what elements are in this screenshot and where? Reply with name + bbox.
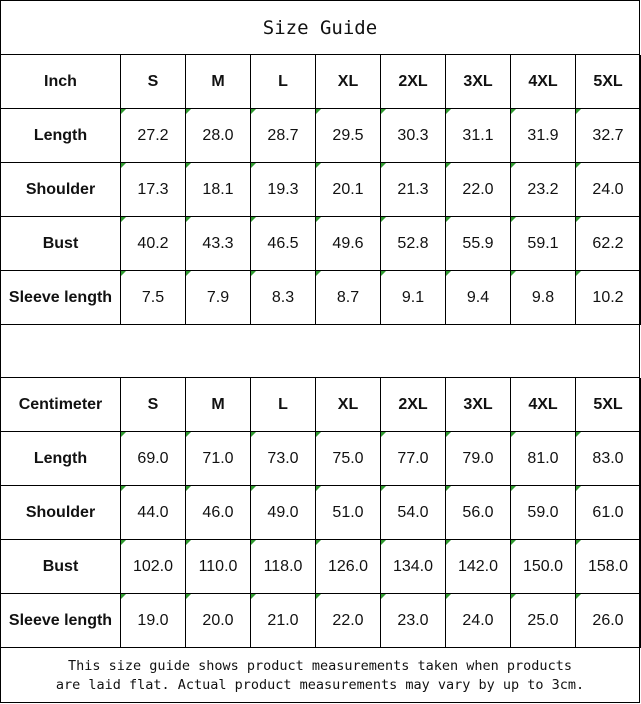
size-column-header: 2XL: [381, 378, 446, 432]
table-row: [1, 109, 641, 163]
size-column-header: L: [251, 55, 316, 109]
measurement-value: 30.3: [381, 109, 446, 163]
size-column-header: 3XL: [446, 55, 511, 109]
measurement-label: Bust: [1, 217, 121, 271]
measurement-label: Shoulder: [1, 163, 121, 217]
size-column-header: 2XL: [381, 55, 446, 109]
measurement-value: 62.2: [576, 217, 641, 271]
measurement-value: 19.3: [251, 163, 316, 217]
measurement-value: 10.2: [576, 271, 641, 325]
size-column-header: XL: [316, 378, 381, 432]
measurement-value: 69.0: [121, 432, 186, 486]
measurement-value: 24.0: [576, 163, 641, 217]
table-row: [1, 594, 641, 648]
measurement-value: 75.0: [316, 432, 381, 486]
size-header-row: [1, 378, 641, 432]
table-row: [1, 271, 641, 325]
measurement-value: 22.0: [316, 594, 381, 648]
measurement-value: 83.0: [576, 432, 641, 486]
measurement-note-line-2: are laid flat. Actual product measurements may vary by up to 3cm.: [55, 676, 585, 693]
measurement-value: 23.0: [381, 594, 446, 648]
measurement-value: 46.0: [186, 486, 251, 540]
table-row: [1, 540, 641, 594]
measurement-value: 81.0: [511, 432, 576, 486]
table-row: [1, 486, 641, 540]
measurement-value: 17.3: [121, 163, 186, 217]
measurement-value: 51.0: [316, 486, 381, 540]
table-row: [1, 432, 641, 486]
measurement-value: 54.0: [381, 486, 446, 540]
measurement-value: 79.0: [446, 432, 511, 486]
measurement-label: Sleeve length: [1, 271, 121, 325]
measurement-value: 59.0: [511, 486, 576, 540]
measurement-value: 134.0: [381, 540, 446, 594]
measurement-value: 52.8: [381, 217, 446, 271]
measurement-value: 26.0: [576, 594, 641, 648]
measurement-value: 142.0: [446, 540, 511, 594]
size-column-header: 4XL: [511, 55, 576, 109]
measurement-value: 118.0: [251, 540, 316, 594]
size-column-header: 3XL: [446, 378, 511, 432]
inch-size-table: [0, 55, 641, 325]
size-column-header: 5XL: [576, 378, 641, 432]
measurement-value: 8.3: [251, 271, 316, 325]
measurement-value: 23.2: [511, 163, 576, 217]
measurement-value: 9.4: [446, 271, 511, 325]
measurement-value: 44.0: [121, 486, 186, 540]
measurement-value: 40.2: [121, 217, 186, 271]
measurement-value: 31.9: [511, 109, 576, 163]
measurement-value: 18.1: [186, 163, 251, 217]
measurement-value: 73.0: [251, 432, 316, 486]
size-column-header: M: [186, 55, 251, 109]
measurement-value: 61.0: [576, 486, 641, 540]
size-column-header: XL: [316, 55, 381, 109]
measurement-label: Bust: [1, 540, 121, 594]
unit-label: Inch: [1, 55, 121, 109]
size-column-header: 5XL: [576, 55, 641, 109]
table-spacer: [1, 325, 639, 378]
size-header-row: [1, 55, 641, 109]
table-row: [1, 217, 641, 271]
measurement-label: Shoulder: [1, 486, 121, 540]
size-column-header: S: [121, 55, 186, 109]
measurement-value: 29.5: [316, 109, 381, 163]
measurement-value: 9.8: [511, 271, 576, 325]
measurement-value: 150.0: [511, 540, 576, 594]
measurement-value: 71.0: [186, 432, 251, 486]
measurement-value: 102.0: [121, 540, 186, 594]
size-column-header: M: [186, 378, 251, 432]
measurement-note: [1, 648, 639, 703]
measurement-value: 59.1: [511, 217, 576, 271]
measurement-value: 28.7: [251, 109, 316, 163]
measurement-value: 22.0: [446, 163, 511, 217]
measurement-value: 49.6: [316, 217, 381, 271]
measurement-value: 21.0: [251, 594, 316, 648]
measurement-value: 126.0: [316, 540, 381, 594]
measurement-label: Length: [1, 432, 121, 486]
unit-label: Centimeter: [1, 378, 121, 432]
measurement-value: 31.1: [446, 109, 511, 163]
measurement-value: 55.9: [446, 217, 511, 271]
measurement-value: 49.0: [251, 486, 316, 540]
measurement-value: 20.1: [316, 163, 381, 217]
measurement-value: 46.5: [251, 217, 316, 271]
measurement-label: Length: [1, 109, 121, 163]
size-column-header: S: [121, 378, 186, 432]
measurement-value: 19.0: [121, 594, 186, 648]
measurement-value: 7.9: [186, 271, 251, 325]
size-column-header: L: [251, 378, 316, 432]
measurement-value: 110.0: [186, 540, 251, 594]
table-row: [1, 163, 641, 217]
measurement-value: 43.3: [186, 217, 251, 271]
measurement-value: 158.0: [576, 540, 641, 594]
measurement-value: 56.0: [446, 486, 511, 540]
measurement-value: 9.1: [381, 271, 446, 325]
measurement-note-line-1: This size guide shows product measurements taken when products: [68, 657, 572, 674]
measurement-value: 25.0: [511, 594, 576, 648]
centimeter-size-table: [0, 378, 641, 648]
measurement-value: 20.0: [186, 594, 251, 648]
page-title: Size Guide: [1, 1, 639, 55]
measurement-value: 77.0: [381, 432, 446, 486]
measurement-value: 32.7: [576, 109, 641, 163]
measurement-value: 28.0: [186, 109, 251, 163]
measurement-value: 21.3: [381, 163, 446, 217]
measurement-value: 7.5: [121, 271, 186, 325]
measurement-value: 27.2: [121, 109, 186, 163]
size-column-header: 4XL: [511, 378, 576, 432]
measurement-value: 24.0: [446, 594, 511, 648]
measurement-value: 8.7: [316, 271, 381, 325]
measurement-label: Sleeve length: [1, 594, 121, 648]
